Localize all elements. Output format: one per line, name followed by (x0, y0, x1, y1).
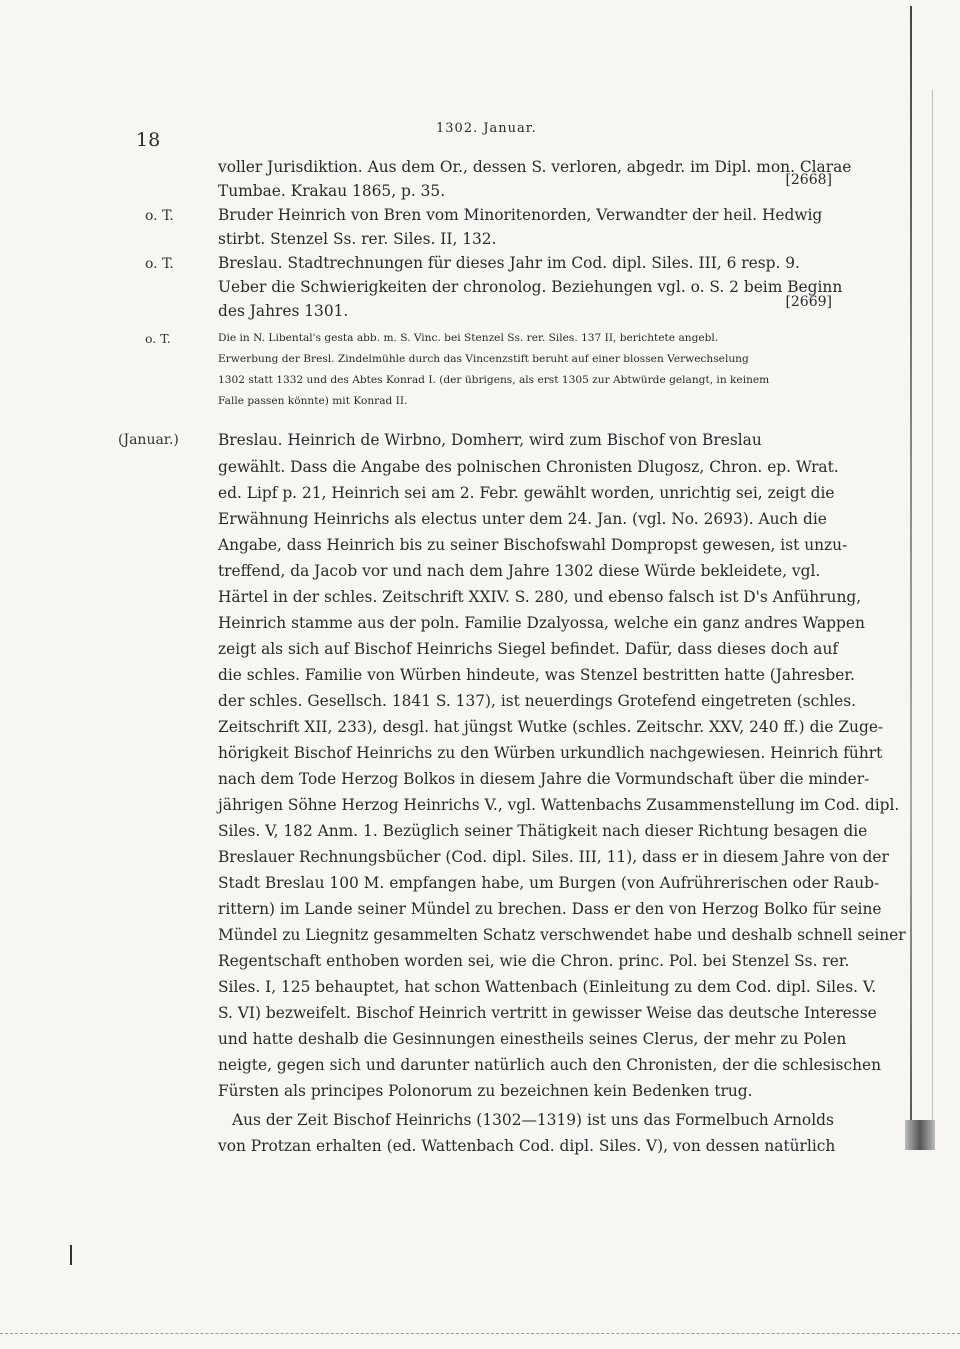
text-line: Stadt Breslau 100 M. empfangen habe, um Burgen (von Aufrührerischen oder Raub- (218, 874, 880, 892)
text-line: stirbt. Stenzel Ss. rer. Siles. II, 132. (218, 230, 497, 248)
text-line: Aus der Zeit Bischof Heinrichs (1302—1319) ist uns das Formelbuch Arnolds (232, 1111, 834, 1129)
text-line: Heinrich stamme aus der poln. Familie Dzalyossa, welche ein ganz andres Wappen (218, 614, 865, 632)
text-line: zeigt als sich auf Bischof Heinrichs Siegel befindet. Dafür, dass dieses doch auf (218, 640, 839, 658)
text-line: Angabe, dass Heinrich bis zu seiner Bischofswahl Dompropst gewesen, ist unzu- (218, 536, 848, 554)
text-line: die schles. Familie von Würben hindeute, was Stenzel bestritten hatte (Jahresber. (218, 666, 855, 684)
entry-number-2668: [2668] (785, 172, 832, 188)
note-line: Falle passen könnte) mit Konrad II. (218, 395, 408, 407)
note-line: Die in N. Libental's gesta abb. m. S. Vinc. bei Stenzel Ss. rer. Siles. 137 II, berichtete angebl. (218, 332, 719, 344)
note-line: 1302 statt 1332 und des Abtes Konrad I. (der übrigens, als erst 1305 zur Abtwürde gelangt, in keinem (218, 374, 770, 386)
text-line: und hatte deshalb die Gesinnungen einestheils seines Clerus, der mehr zu Polen (218, 1030, 847, 1048)
text-line: Erwähnung Heinrichs als electus unter dem 24. Jan. (vgl. No. 2693). Auch die (218, 510, 827, 528)
text-line: Siles. V, 182 Anm. 1. Bezüglich seiner Thätigkeit nach dieser Richtung besagen die (218, 822, 868, 840)
text-line: Härtel in der schles. Zeitschrift XXIV. S. 280, und ebenso falsch ist D's Anführung, (218, 588, 862, 606)
text-line: der schles. Gesellsch. 1841 S. 137), ist neuerdings Grotefend eingetreten (schles. (218, 692, 857, 710)
text-line: nach dem Tode Herzog Bolkos in diesem Jahre die Vormundschaft über die minder- (218, 770, 870, 788)
text-line: Fürsten als principes Polonorum zu bezeichnen kein Bedenken trug. (218, 1082, 753, 1100)
margin-note-januar: (Januar.) (118, 432, 179, 448)
text-line: Breslauer Rechnungsbücher (Cod. dipl. Siles. III, 11), dass er in diesem Jahre von der (218, 848, 889, 866)
scan-edge-mark (905, 1120, 935, 1150)
scan-bottom-edge (0, 1333, 960, 1335)
scan-edge-line-faint (932, 90, 933, 1130)
text-line: von Protzan erhalten (ed. Wattenbach Cod. dipl. Siles. V), von dessen natürlich (218, 1137, 836, 1155)
text-line: voller Jurisdiktion. Aus dem Or., dessen S. verloren, abgedr. im Dipl. mon. Clarae (218, 158, 852, 176)
text-line: des Jahres 1301. (218, 302, 349, 320)
text-line: Breslau. Heinrich de Wirbno, Domherr, wird zum Bischof von Breslau (218, 431, 762, 449)
margin-note-ot-3: o. T. (145, 331, 171, 346)
text-line: S. VI) bezweifelt. Bischof Heinrich vertritt in gewisser Weise das deutsche Interesse (218, 1004, 877, 1022)
text-line: treffend, da Jacob vor und nach dem Jahre 1302 diese Würde bekleidete, vgl. (218, 562, 821, 580)
text-line: ed. Lipf p. 21, Heinrich sei am 2. Febr. gewählt worden, unrichtig sei, zeigt die (218, 484, 835, 502)
text-line: Mündel zu Liegnitz gesammelten Schatz verschwendet habe und deshalb schnell seiner (218, 926, 906, 944)
text-line: jährigen Söhne Herzog Heinrichs V., vgl. Wattenbachs Zusammenstellung im Cod. dipl. (218, 796, 900, 814)
text-line: Siles. I, 125 behauptet, hat schon Wattenbach (Einleitung zu dem Cod. dipl. Siles. V. (218, 978, 877, 996)
text-line: neigte, gegen sich und darunter natürlich auch den Chronisten, der die schlesischen (218, 1056, 881, 1074)
text-line: Breslau. Stadtrechnungen für dieses Jahr im Cod. dipl. Siles. III, 6 resp. 9. (218, 254, 800, 272)
page-number: 18 (136, 129, 161, 151)
text-line: Ueber die Schwierigkeiten der chronolog. Beziehungen vgl. o. S. 2 beim Beginn (218, 278, 843, 296)
text-line: hörigkeit Bischof Heinrichs zu den Würben urkundlich nachgewiesen. Heinrich führt (218, 744, 883, 762)
text-line: gewählt. Dass die Angabe des polnischen Chronisten Dlugosz, Chron. ep. Wrat. (218, 458, 839, 476)
margin-note-ot-1: o. T. (145, 208, 174, 224)
text-line: Bruder Heinrich von Bren vom Minoritenorden, Verwandter der heil. Hedwig (218, 206, 823, 224)
scan-edge-line (910, 6, 912, 1136)
text-line: rittern) im Lande seiner Mündel zu brechen. Dass er den von Herzog Bolko für seine (218, 900, 882, 918)
text-line: Zeitschrift XII, 233), desgl. hat jüngst Wutke (schles. Zeitschr. XXV, 240 ff.) die Zuge- (218, 718, 884, 736)
text-line: Tumbae. Krakau 1865, p. 35. (218, 182, 446, 200)
running-head: 1302. Januar. (436, 121, 537, 136)
note-line: Erwerbung der Bresl. Zindelmühle durch das Vincenzstift beruht auf einer blossen Verwechselung (218, 353, 749, 365)
margin-note-ot-2: o. T. (145, 256, 174, 272)
entry-number-2669: [2669] (785, 294, 832, 310)
scan-tick-mark (70, 1245, 72, 1265)
text-line: Regentschaft enthoben worden sei, wie die Chron. princ. Pol. bei Stenzel Ss. rer. (218, 952, 850, 970)
